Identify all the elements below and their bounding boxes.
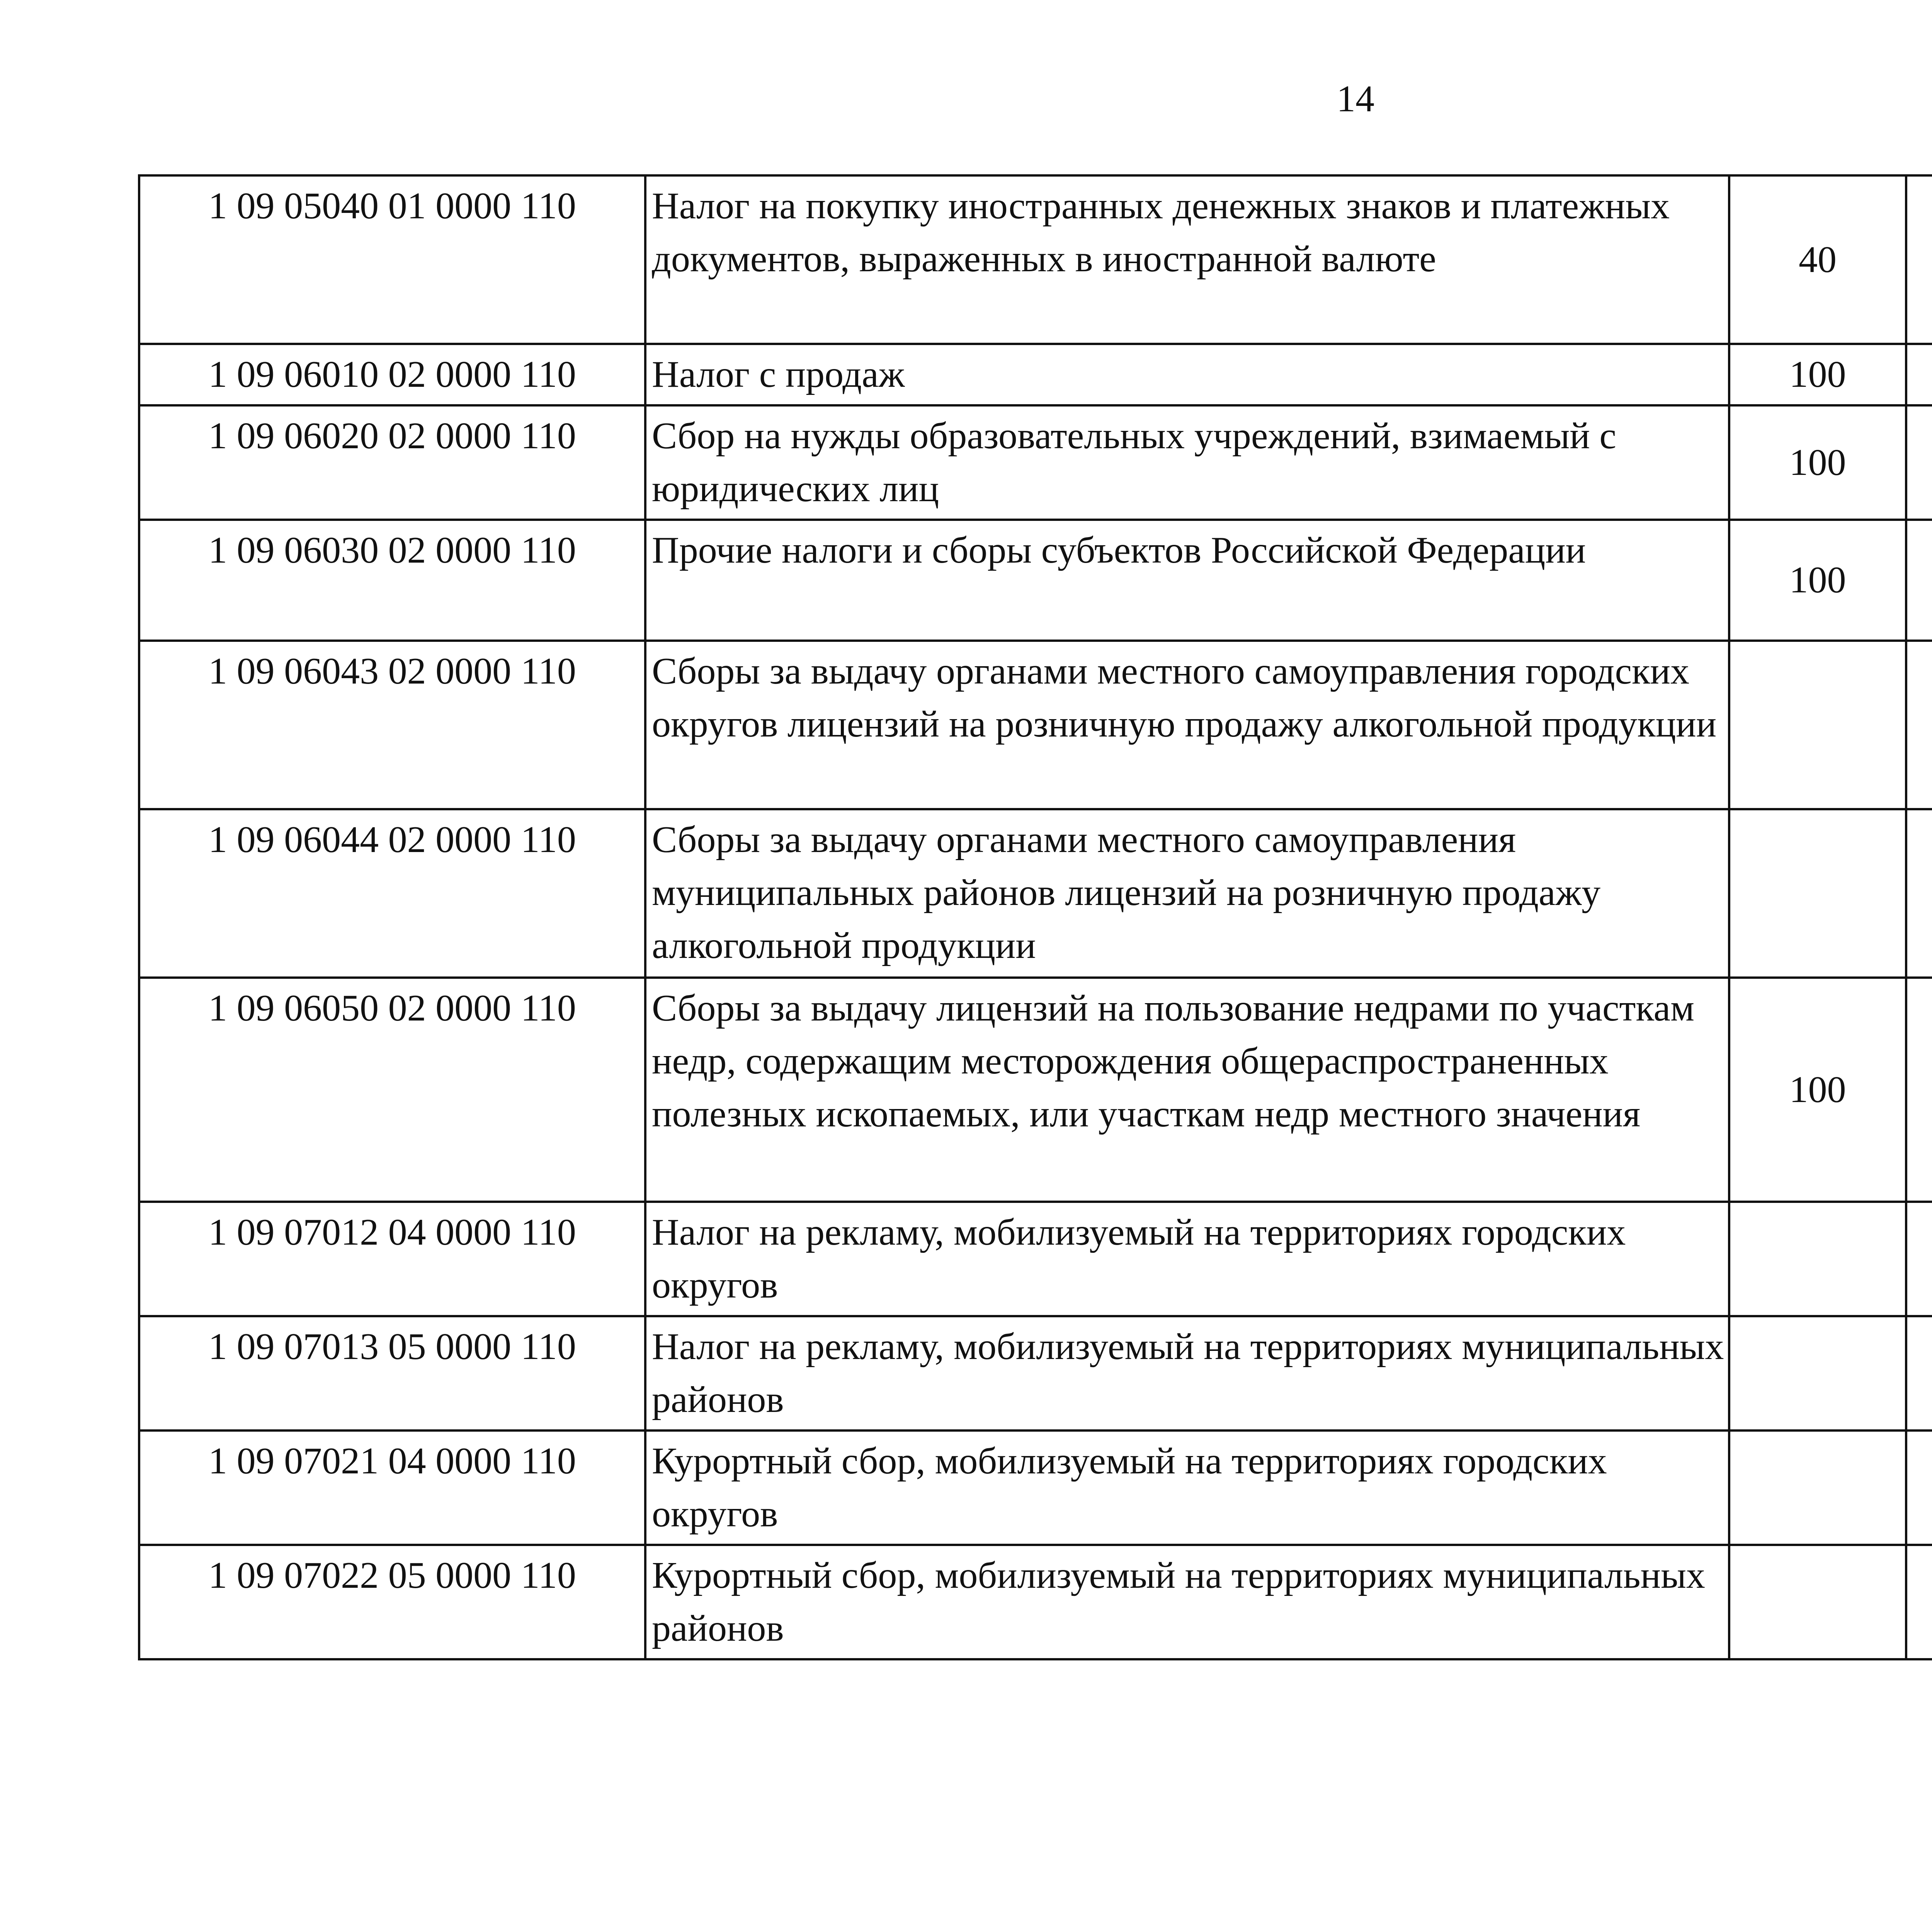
- row-name: Прочие налоги и сборы субъектов Российской Федерации: [645, 520, 1729, 641]
- value-cell: [1906, 1431, 1932, 1545]
- value-cell: [1729, 1431, 1906, 1545]
- table-row: [139, 405, 1932, 520]
- table-row: [139, 1545, 1932, 1659]
- table-row: [139, 1316, 1932, 1431]
- value-cell: [1906, 405, 1932, 520]
- row-code: 1 09 06020 02 0000 110: [139, 405, 645, 520]
- row-name: Налог на покупку иностранных денежных знаков и платежных документов, выраженных в иностранной валюте: [645, 175, 1729, 344]
- row-name: Курортный сбор, мобилизуемый на территориях муниципальных районов: [645, 1545, 1729, 1659]
- table-row: [139, 344, 1932, 405]
- row-code: 1 09 06010 02 0000 110: [139, 344, 645, 405]
- row-code: 1 09 05040 01 0000 110: [139, 175, 645, 344]
- row-code: 1 09 06044 02 0000 110: [139, 809, 645, 978]
- table-row: [139, 1431, 1932, 1545]
- value-cell: [1906, 978, 1932, 1202]
- row-code: 1 09 07021 04 0000 110: [139, 1431, 645, 1545]
- value-cell: 100: [1729, 405, 1906, 520]
- row-code: 1 09 06043 02 0000 110: [139, 641, 645, 809]
- value-cell: [1729, 1202, 1906, 1316]
- row-code: 1 09 06030 02 0000 110: [139, 520, 645, 641]
- value-cell: [1906, 1545, 1932, 1659]
- value-cell: 100: [1729, 978, 1906, 1202]
- value-cell: [1906, 1202, 1932, 1316]
- value-cell: [1906, 344, 1932, 405]
- value-cell: [1729, 1316, 1906, 1431]
- row-name: Налог на рекламу, мобилизуемый на территориях городских округов: [645, 1202, 1729, 1316]
- value-cell: [1729, 809, 1906, 978]
- value-cell: 100: [1729, 520, 1906, 641]
- table-row: [139, 520, 1932, 641]
- row-code: 1 09 07012 04 0000 110: [139, 1202, 645, 1316]
- revenue-distribution-table: [138, 174, 1932, 1660]
- row-code: 1 09 07022 05 0000 110: [139, 1545, 645, 1659]
- table-row: [139, 978, 1932, 1202]
- table-row: [139, 641, 1932, 809]
- table-row: [139, 1202, 1932, 1316]
- value-cell: [1729, 641, 1906, 809]
- value-cell: [1906, 809, 1932, 978]
- row-name: Сборы за выдачу органами местного самоуправления городских округов лицензий на розничную продажу алкогольной продукции: [645, 641, 1729, 809]
- value-cell: [1906, 1316, 1932, 1431]
- row-name: Курортный сбор, мобилизуемый на территориях городских округов: [645, 1431, 1729, 1545]
- table-row: [139, 175, 1932, 344]
- row-code: 1 09 07013 05 0000 110: [139, 1316, 645, 1431]
- row-name: Налог с продаж: [645, 344, 1729, 405]
- row-name: Сборы за выдачу лицензий на пользование недрами по участкам недр, содержащим месторождения общераспространенных полезных ископаемых, или участкам недр местного значения: [645, 978, 1729, 1202]
- row-name: Сборы за выдачу органами местного самоуправления муниципальных районов лицензий на розничную продажу алкогольной продукции: [645, 809, 1729, 978]
- value-cell: [1729, 1545, 1906, 1659]
- value-cell: [1906, 641, 1932, 809]
- value-cell: [1906, 520, 1932, 641]
- page-number: 14: [1337, 78, 1374, 120]
- row-code: 1 09 06050 02 0000 110: [139, 978, 645, 1202]
- row-name: Налог на рекламу, мобилизуемый на территориях муниципальных районов: [645, 1316, 1729, 1431]
- value-cell: [1906, 175, 1932, 344]
- value-cell: 100: [1729, 344, 1906, 405]
- row-name: Сбор на нужды образовательных учреждений, взимаемый с юридических лиц: [645, 405, 1729, 520]
- value-cell: 40: [1729, 175, 1906, 344]
- table-row: [139, 809, 1932, 978]
